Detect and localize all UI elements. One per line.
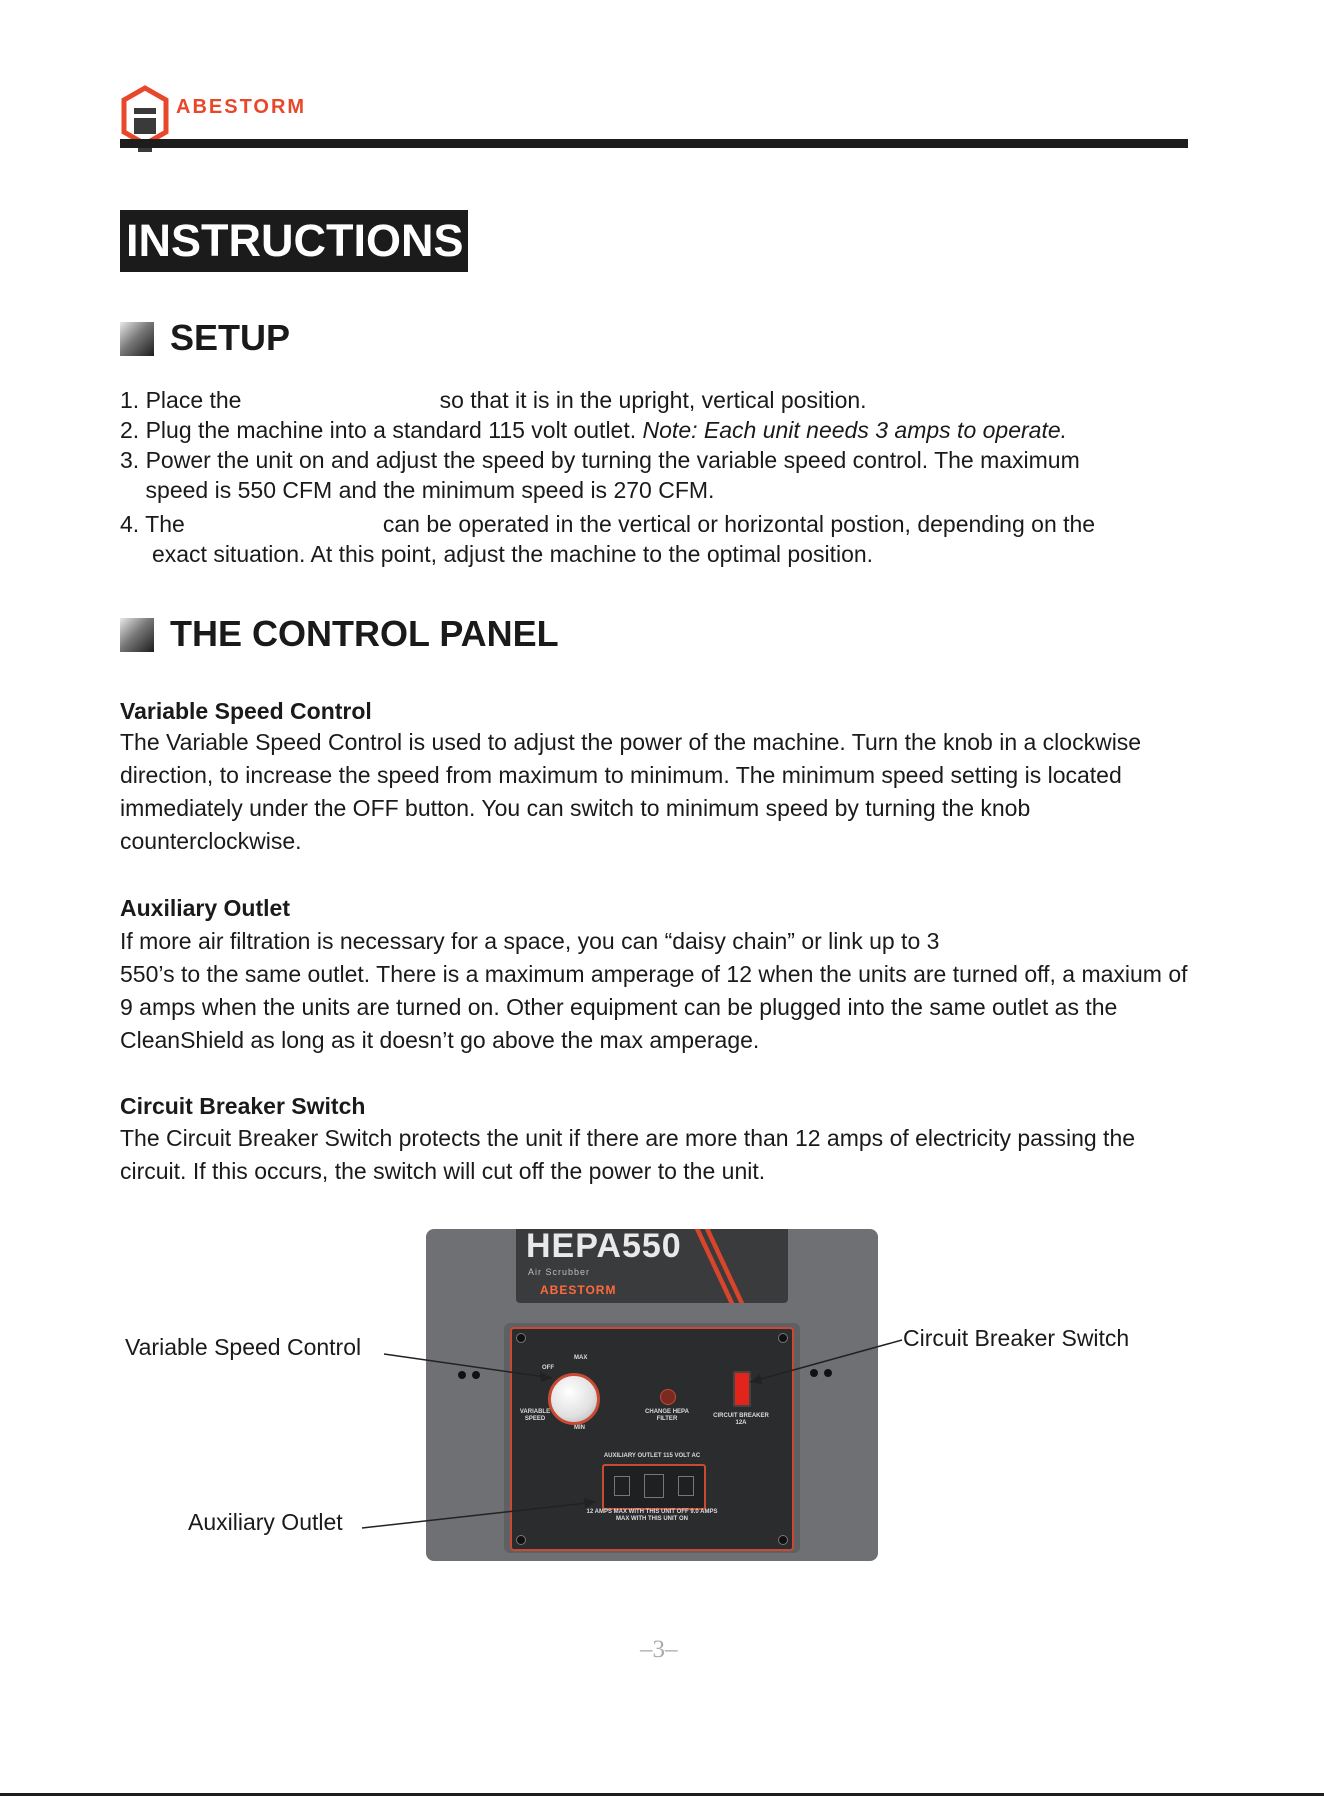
max-label: MAX bbox=[574, 1355, 588, 1361]
page-number: –3– bbox=[640, 1636, 678, 1663]
change-filter-label: CHANGE HEPA FILTER bbox=[645, 1409, 689, 1422]
hepa-subtitle: Air Scrubber bbox=[528, 1267, 591, 1277]
circuit-breaker-text: The Circuit Breaker Switch protects the unit if there are more than 12 amps of electricity passing the circuit. If this occurs, the switch will cut off the power to the unit. bbox=[120, 1125, 1136, 1184]
callout-circuit-breaker: Circuit Breaker Switch bbox=[903, 1325, 1130, 1351]
circuit-breaker-heading: Circuit Breaker Switch bbox=[120, 1093, 366, 1119]
breaker-label: CIRCUIT BREAKER 12A bbox=[713, 1413, 769, 1426]
outlet-top-label: AUXILIARY OUTLET 115 VOLT AC bbox=[603, 1453, 701, 1459]
auxiliary-outlet-text: If more air filtration is necessary for a space, you can “daisy chain” or link up to 3 550’s to the same outlet. There is a maximum amperage of 12 when the units are turned off, a maxium of 9 amps when the units are turned on. Other equipment can be plugged into the same outlet as the CleanShield as long as it doesn’t go above the max amperage. bbox=[120, 928, 1188, 1053]
photo-brand: ABESTORM bbox=[540, 1283, 617, 1297]
setup-title: SETUP bbox=[170, 317, 291, 358]
outlet-bottom-label: 12 AMPS MAX WITH THIS UNIT OFF 9.0 AMPS MAX WITH THIS UNIT ON bbox=[586, 1509, 718, 1522]
min-label: MIN bbox=[574, 1425, 585, 1431]
setup-step-4: 4. The can be operated in the vertical or horizontal postion, depending on the bbox=[120, 511, 1096, 537]
variable-speed-text: The Variable Speed Control is used to adjust the power of the machine. Turn the knob in a clockwise direction, to increase the speed from maximum to minimum. The minimum speed setting is located immediately under the OFF button. You can switch to minimum speed by turning the knob counterclockwise. bbox=[120, 729, 1142, 854]
setup-step-3-cont: speed is 550 CFM and the minimum speed is 270 CFM. bbox=[120, 477, 715, 503]
auxiliary-outlet-heading: Auxiliary Outlet bbox=[120, 895, 290, 921]
off-label: OFF bbox=[542, 1365, 554, 1371]
hepa-model-text: HEPA550 bbox=[526, 1229, 682, 1265]
callout-variable-speed: Variable Speed Control bbox=[125, 1334, 362, 1360]
setup-step-3: 3. Power the unit on and adjust the speed by turning the variable speed control. The maximum bbox=[120, 447, 1080, 473]
brand-name: ABESTORM bbox=[176, 96, 307, 118]
setup-step-1: 1. Place the so that it is in the upright, vertical position. bbox=[120, 387, 867, 413]
setup-step-2: 2. Plug the machine into a standard 115 volt outlet. Note: Each unit needs 3 amps to operate. bbox=[120, 417, 1068, 443]
variable-speed-label: VARIABLE SPEED bbox=[519, 1409, 551, 1422]
control-panel-title: THE CONTROL PANEL bbox=[170, 613, 559, 654]
variable-speed-heading: Variable Speed Control bbox=[120, 698, 372, 724]
setup-step-4-cont: exact situation. At this point, adjust the machine to the optimal position. bbox=[120, 541, 874, 567]
instructions-title: INSTRUCTIONS bbox=[120, 210, 468, 272]
setup-note: Note: Each unit needs 3 amps to operate. bbox=[642, 417, 1068, 443]
callout-auxiliary-outlet: Auxiliary Outlet bbox=[188, 1509, 343, 1535]
